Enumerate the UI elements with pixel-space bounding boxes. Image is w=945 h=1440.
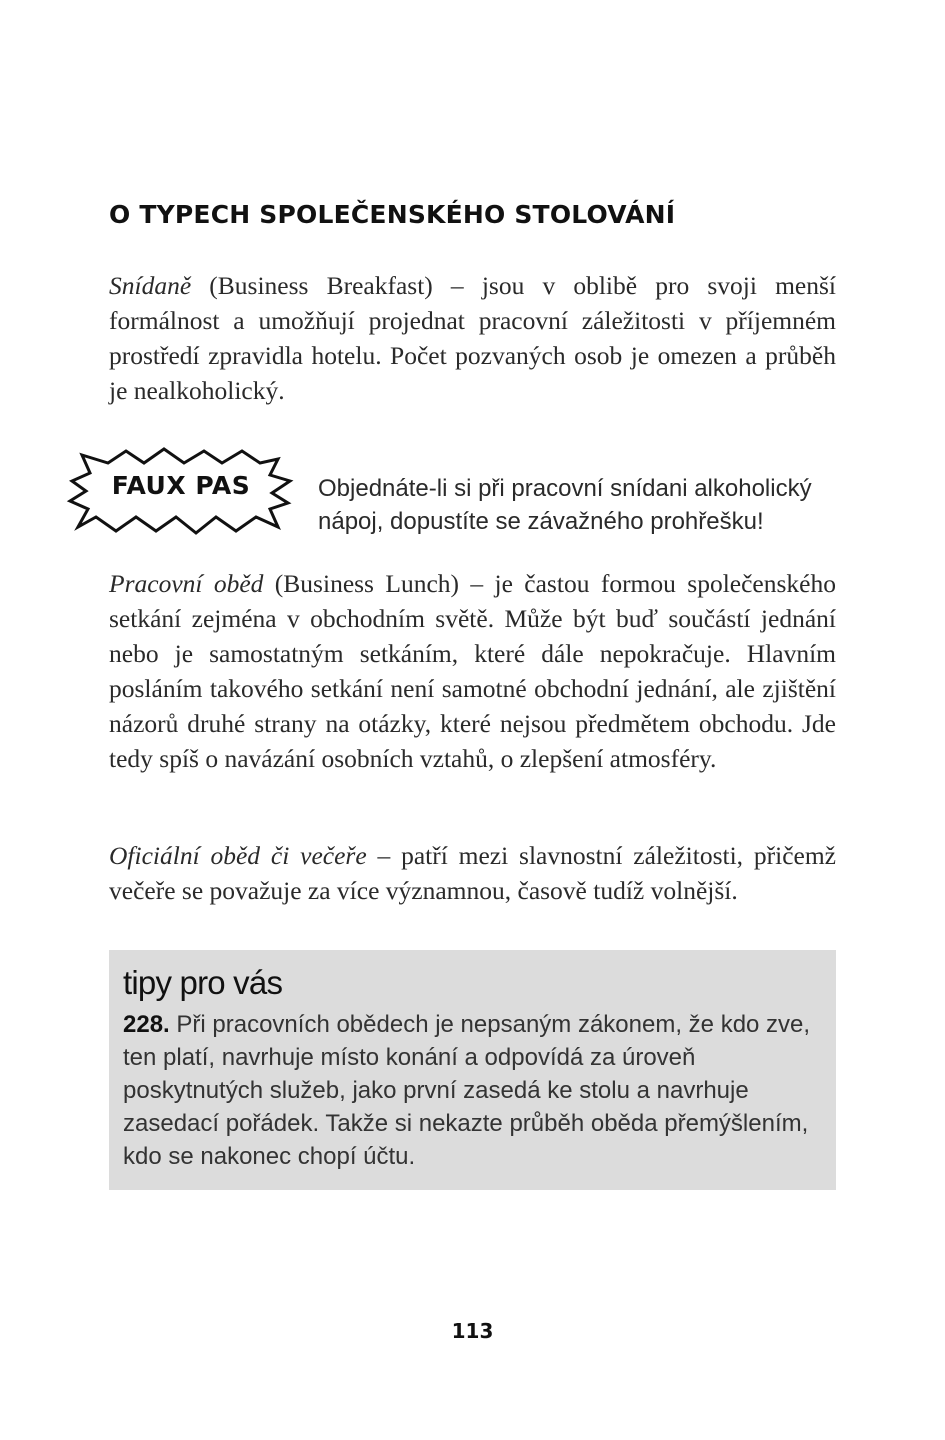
paragraph-breakfast-text: (Business Breakfast) – jsou v oblibě pro svoji menší formálnost a umožňují projednat pracovní záležitosti v příjemném prostředí zpravidla hotelu. Počet pozvaných osob je omezen a průběh je nealkoholický. xyxy=(109,271,836,405)
section-heading: O TYPECH SPOLEČENSKÉHO STOLOVÁNÍ xyxy=(109,200,676,229)
faux-pas-badge xyxy=(66,443,296,543)
paragraph-lunch xyxy=(109,566,836,776)
tips-title: tipy pro vás xyxy=(123,964,283,1001)
tip-text: Při pracovních obědech je nepsaným zákonem, že kdo zve, ten platí, navrhuje místo konání a odpovídá za úroveň poskytnutých služeb, jako první zasedá ke stolu a navrhuje zasedací pořádek. Takže si nekazte průběh oběda přemýšlením, kdo se nakonec chopí účtu. xyxy=(123,1011,811,1170)
tip-number: 228. xyxy=(123,1011,170,1038)
faux-pas-label: FAUX PAS xyxy=(111,471,251,500)
tip-body xyxy=(123,1008,823,1173)
paragraph-dinner-text: – patří mezi slavnostní záležitosti, přičemž večeře se považuje za více významnou, časově tudíž volnější. xyxy=(109,841,836,905)
term-lunch: Pracovní oběd xyxy=(109,569,264,598)
paragraph-breakfast xyxy=(109,268,836,408)
page-number: 113 xyxy=(451,1319,494,1343)
paragraph-dinner xyxy=(109,838,836,908)
faux-pas-text: Objednáte-li si při pracovní snídani alkoholický nápoj, dopustíte se závažného prohřešku! xyxy=(318,475,812,535)
term-dinner: Oficiální oběd či večeře xyxy=(109,841,367,870)
paragraph-lunch-text: (Business Lunch) – je častou formou společenského setkání zejména v obchodním světě. Může být buď součástí jednání nebo je samostatným setkáním, které dále nepokračuje. Hlavním posláním takového setkání není samotné obchodní jednání, ale zjištění názorů druhé strany na otázky, které nejsou předmětem obchodu. Jde tedy spíš o navázání osobních vztahů, o zlepšení atmosféry. xyxy=(109,569,836,773)
tips-box xyxy=(109,950,836,1190)
term-breakfast: Snídaně xyxy=(109,271,192,300)
